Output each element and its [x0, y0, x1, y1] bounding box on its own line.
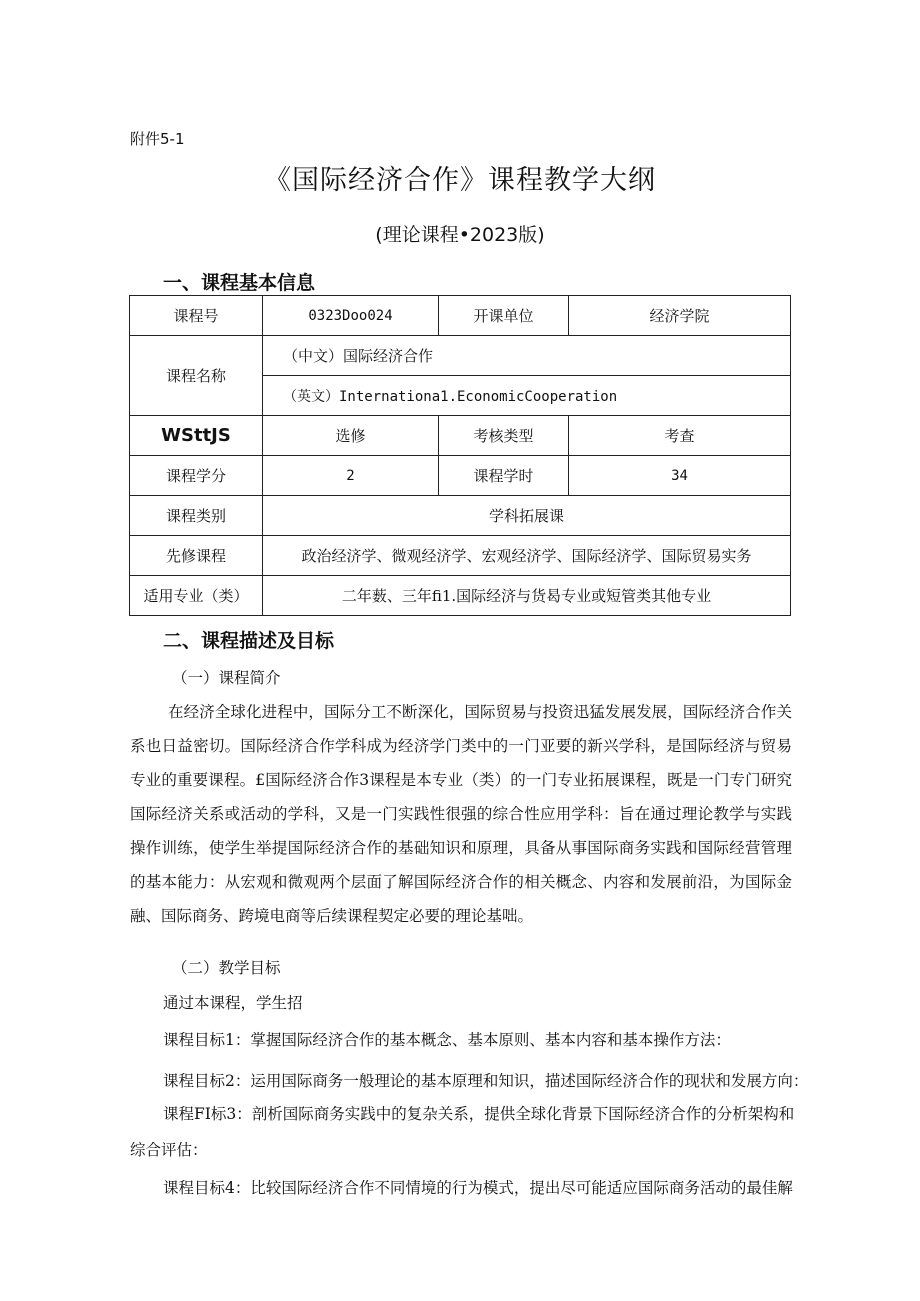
goal-1: 课程目标1：掌握国际经济合作的基本概念、基本原则、基本内容和基本操作方法：	[163, 1031, 731, 1049]
course-no-value: 0323Doo024	[263, 296, 439, 336]
table-row	[130, 296, 791, 336]
table-row	[130, 416, 791, 456]
document-subtitle: (理论课程•2023版)	[375, 224, 545, 246]
course-nature-label: WSttJS	[130, 416, 263, 456]
course-name-en: （英文）Internationa1.EconomicCooperation	[263, 376, 791, 416]
course-nature-value: 选修	[263, 416, 439, 456]
table-row	[130, 336, 791, 376]
goal-3: 课程FI标3：剖析国际商务实践中的复杂关系，提供全球化背景下国际经济合作的分析架构和	[163, 1105, 795, 1123]
goal-2: 课程目标2：运用国际商务一般理论的基本原理和知识，描述国际经济合作的现状和发展方向：	[163, 1072, 809, 1090]
credit-value: 2	[263, 456, 439, 496]
table-row	[130, 536, 791, 576]
category-label: 课程类别	[130, 496, 263, 536]
goals-lead: 通过本课程，学生招	[163, 994, 303, 1012]
section-heading-basic-info: 一、课程基本信息	[163, 272, 316, 294]
hours-label: 课程学时	[439, 456, 569, 496]
assess-value: 考查	[569, 416, 791, 456]
course-name-label: 课程名称	[130, 336, 263, 416]
course-name-cn: （中文）国际经济合作	[263, 336, 791, 376]
dept-label: 开课单位	[439, 296, 569, 336]
document-title: 《国际经济合作》课程教学大纲	[264, 165, 656, 196]
credit-label: 课程学分	[130, 456, 263, 496]
dept-value: 经济学院	[569, 296, 791, 336]
assess-label: 考核类型	[439, 416, 569, 456]
hours-value: 34	[569, 456, 791, 496]
prereq-value: 政治经济学、微观经济学、宏观经济学、国际经济学、国际贸易实务	[263, 536, 791, 576]
intro-paragraph: 在经济全球化进程中，国际分工不断深化，国际贸易与投资迅猛发展发展，国际经济合作关系也日益密切。国际经济合作学科成为经济学门类中的一门亚要的新兴学科，是国际经济与贸易专业的重要课程。£国际经济合作3课程是本专业（类）的一门专业拓展课程，既是一门专门研究国际经济关系或活动的学科，又是一门实践性很强的综合性应用学科：旨在通过理论教学与实践操作训练，使学生举提国际经济合作的基础知识和原理，具备从事国际商务实践和国际经营管理的基本能力：从宏观和微观两个层面了解国际经济合作的相关概念、内容和发展前沿，为国际金融、国际商务、跨境电商等后续课程契定必要的理论基咄。	[130, 703, 792, 925]
table-row	[130, 496, 791, 536]
goal-4: 课程目标4：比较国际经济合作不同情境的行为模式，提出尽可能适应国际商务活动的最佳解	[163, 1179, 793, 1197]
subheading-goals: （二）教学目标	[172, 959, 281, 977]
goal-3-cont: 综合评估：	[130, 1141, 208, 1159]
major-label: 适用专业（类）	[130, 576, 263, 616]
section-heading-description: 二、课程描述及目标	[163, 630, 335, 652]
attachment-label: 附件5-1	[130, 130, 185, 148]
course-info-table	[129, 295, 791, 616]
subheading-intro: （一）课程简介	[172, 669, 281, 687]
category-value: 学科拓展课	[263, 496, 791, 536]
prereq-label: 先修课程	[130, 536, 263, 576]
table-row	[130, 456, 791, 496]
major-value: 二年薮、三年fi1.国际经济与货曷专业或短管类其他专业	[263, 576, 791, 616]
course-no-label: 课程号	[130, 296, 263, 336]
table-row	[130, 576, 791, 616]
